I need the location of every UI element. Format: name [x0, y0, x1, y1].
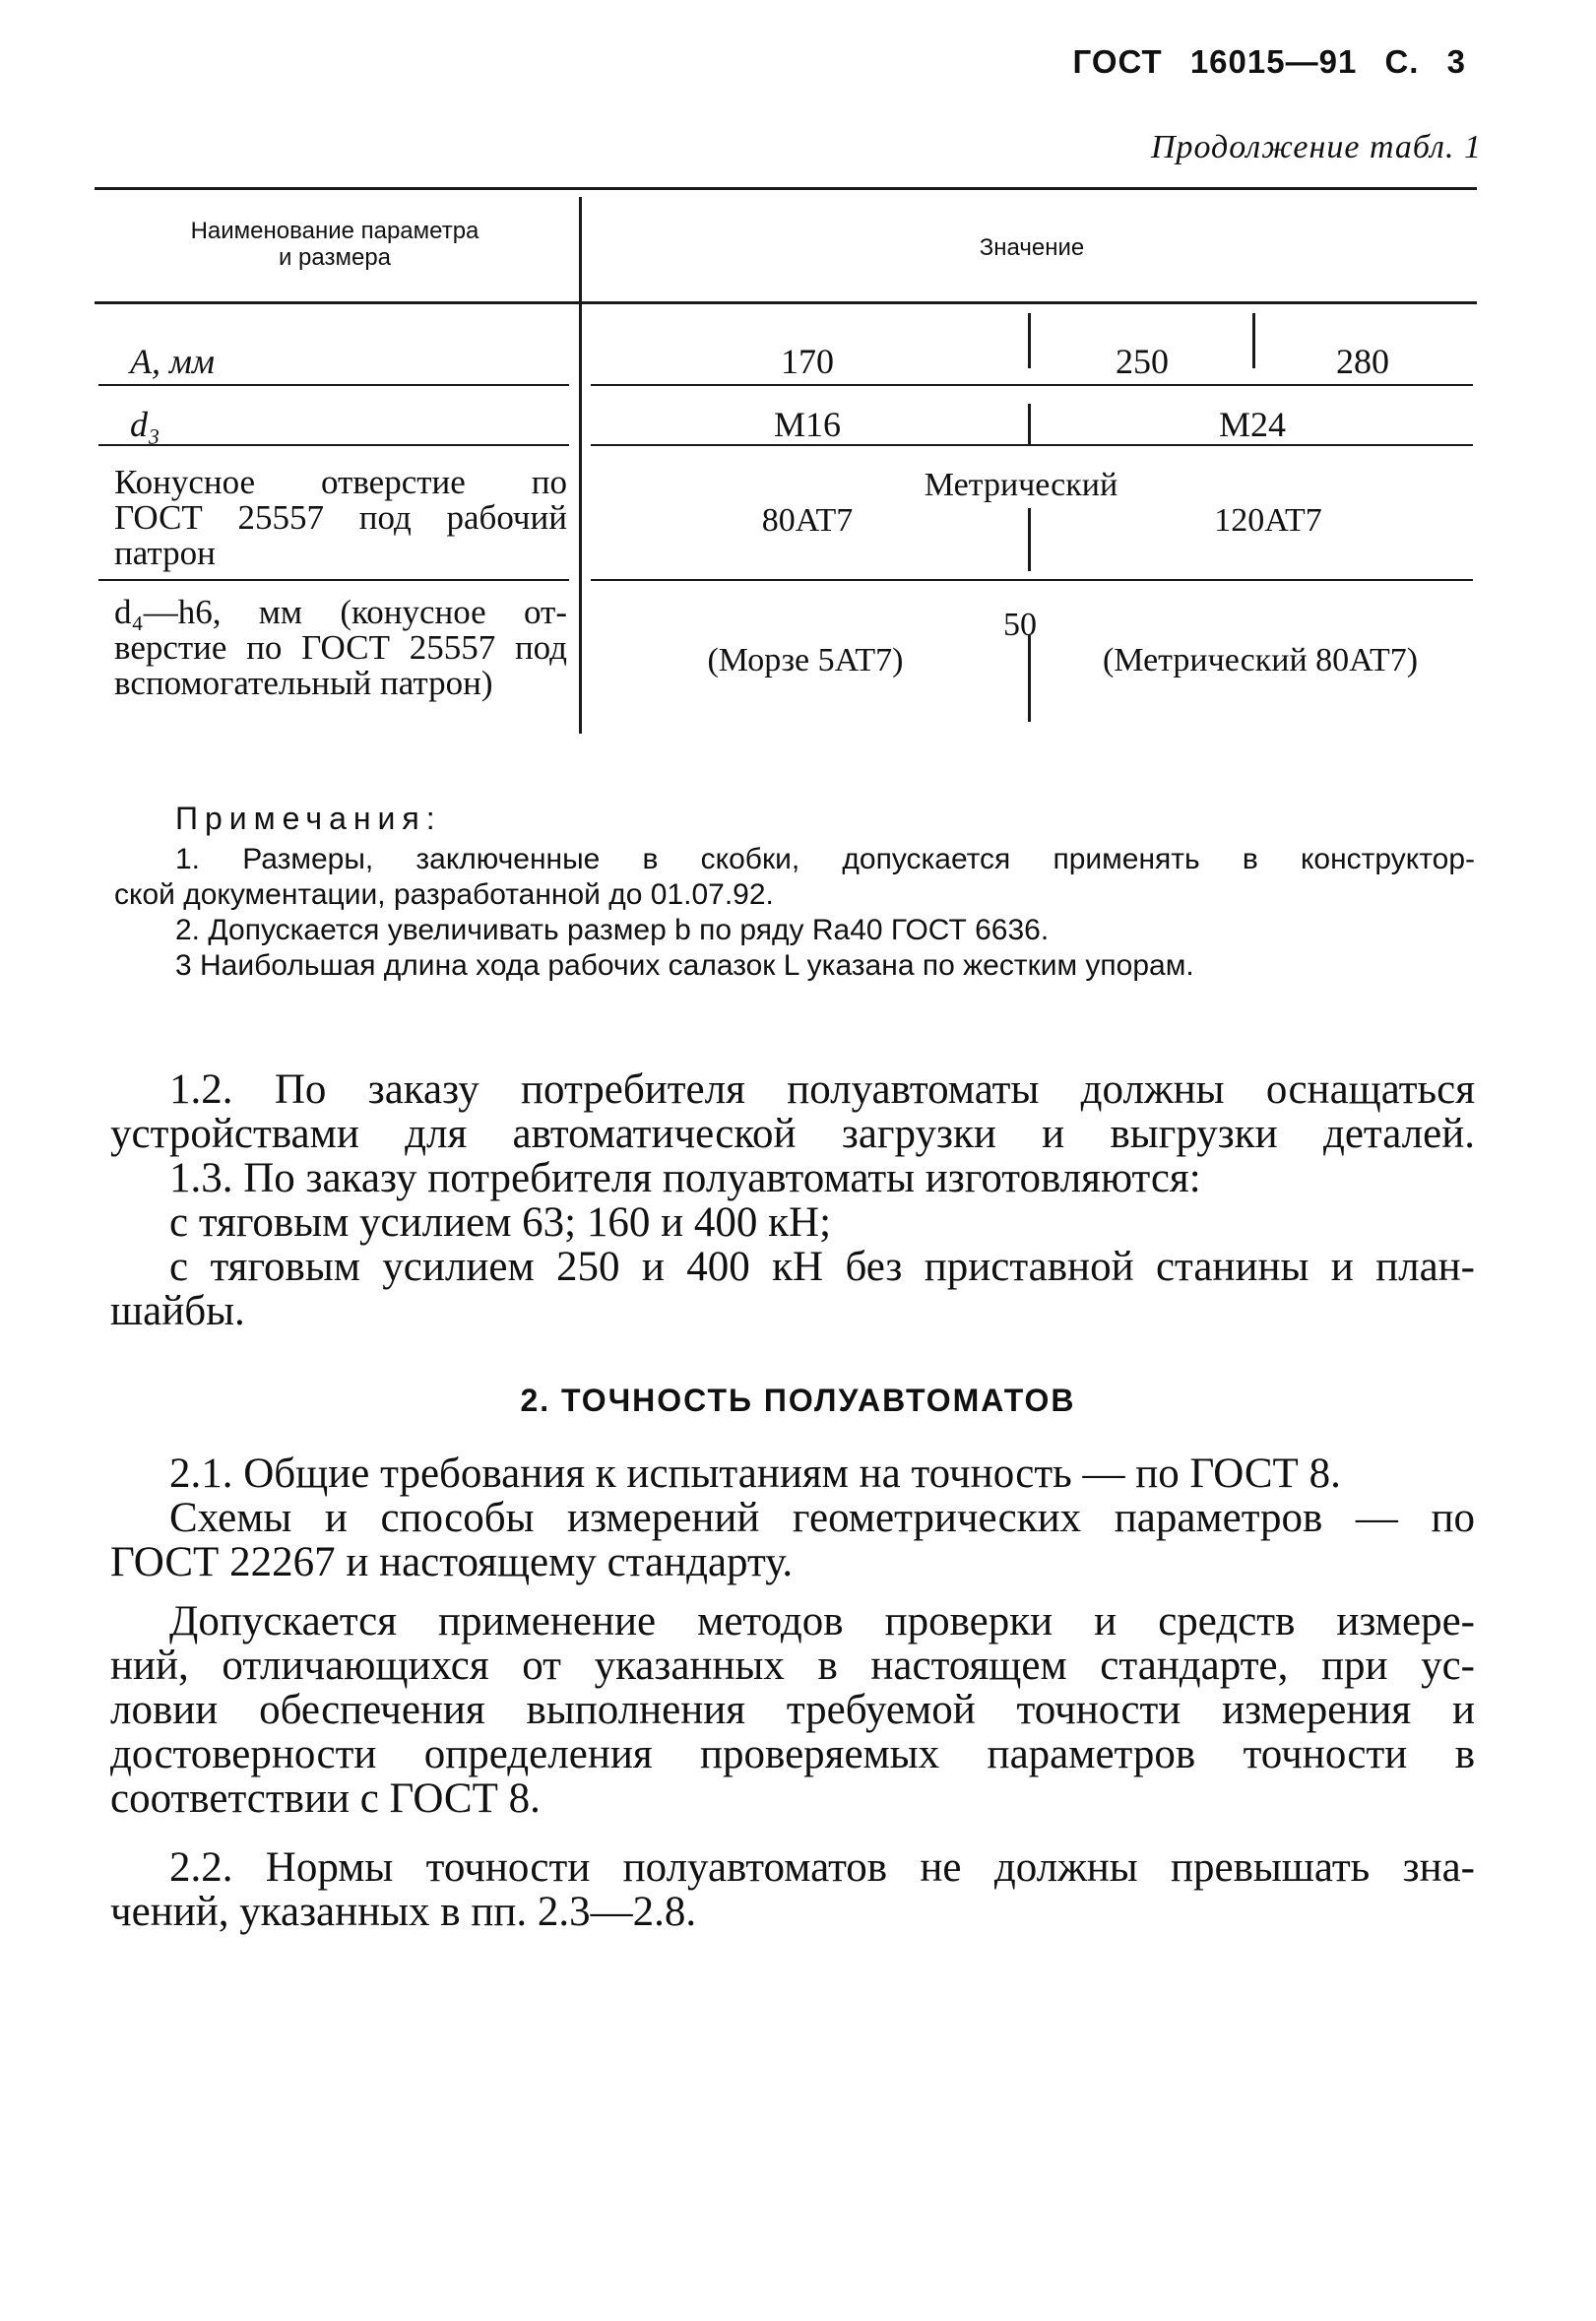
note-1: [175, 843, 1475, 876]
row-d4-label-line: вспомогательный патрон): [114, 664, 493, 702]
paragraph-line: устройствами для автоматической загрузки и выгрузки деталей.: [110, 1111, 1475, 1157]
paragraph-line: Схемы и способы измерений геометрических параметров — по: [169, 1495, 1475, 1541]
row-a-label: A, мм: [130, 342, 215, 381]
column-header-parameter: [98, 218, 571, 271]
table-head-rule: [95, 301, 1477, 304]
paragraph-1-2: [110, 1067, 1475, 1156]
row-a-value-280: 280: [1336, 342, 1389, 381]
row-d4-label-line: d₄—h6, мм (конусное от-: [114, 593, 567, 631]
row-cone-type: Метрический: [924, 467, 1118, 503]
row-cone-value-120at7: 120AT7: [1214, 502, 1322, 539]
paragraph-line: с тяговым усилием 250 и 400 кН без приставной станины и план-: [169, 1244, 1475, 1290]
paragraph-line: чений, указанных в пп. 2.3—2.8.: [110, 1889, 697, 1935]
page-number: С. 3: [1384, 43, 1466, 80]
row-rule: [591, 444, 1473, 446]
paragraph-line: соответствии с ГОСТ 8.: [110, 1775, 541, 1822]
row-d3-value-m24: M24: [1218, 405, 1287, 444]
row-rule: [591, 384, 1473, 386]
standard-number: ГОСТ 16015—91: [1072, 43, 1358, 80]
row-cone-label-line: Конусное отверстие по: [114, 463, 567, 501]
row-d4-label-line: верстие по ГОСТ 25557 под: [114, 628, 567, 667]
paragraph-2-2: [110, 1845, 1475, 1934]
row-cone-value-80at7: 80AT7: [761, 502, 854, 539]
paragraph-1-3: [110, 1156, 1475, 1333]
paragraph-line: шайбы.: [110, 1288, 245, 1334]
col-rule: [1028, 508, 1031, 571]
row-rule: [98, 384, 569, 386]
table-divider: [579, 197, 582, 734]
paragraph-line: 1.2. По заказу потребителя полуавтоматы должны оснащаться: [169, 1066, 1475, 1113]
paragraph-line: 2.1. Общие требования к испытаниям на точность — по ГОСТ 8.: [169, 1451, 1341, 1497]
row-cone-label-line: ГОСТ 25557 под рабочий: [114, 498, 567, 537]
row-d4-value-morse: (Морзе 5AT7): [707, 642, 904, 678]
row-rule: [98, 444, 569, 446]
paragraph-2-1: [110, 1451, 1475, 1584]
paragraph-line: 1.3. По заказу потребителя полуавтоматы изготовляются:: [169, 1155, 1201, 1201]
paragraph-line: с тяговым усилием 63; 160 и 400 кН;: [169, 1199, 832, 1246]
row-d4-value-50: 50: [1003, 607, 1037, 643]
row-a-value-170: 170: [781, 342, 834, 381]
section-title: 2. ТОЧНОСТЬ ПОЛУАВТОМАТОВ: [520, 1383, 1076, 1418]
paragraph-line: ний, отличающихся от указанных в настоящем стандарте, при ус-: [110, 1643, 1475, 1689]
paragraph-line: достоверности определения проверяемых параметров точности в: [110, 1731, 1475, 1777]
col-rule: [1028, 404, 1031, 445]
paragraph-line: ГОСТ 22267 и настоящему стандарту.: [110, 1539, 794, 1585]
note-1-line: 1. Размеры, заключенные в скобки, допускается применять в конструктор-: [175, 843, 1475, 875]
note-1-continuation: ской документации, разработанной до 01.07.92.: [114, 878, 774, 911]
row-a-value-250: 250: [1116, 342, 1169, 381]
table-continuation: Продолжение табл. 1: [1150, 129, 1482, 165]
paragraph-line: 2.2. Нормы точности полуавтоматов не должны превышать зна-: [169, 1844, 1475, 1891]
table-top-rule: [95, 187, 1477, 190]
col-rule: [1028, 635, 1031, 722]
row-d3-value-m16: M16: [773, 405, 842, 444]
row-rule: [98, 579, 569, 581]
row-d3-label: d₃: [130, 405, 160, 444]
row-d4-label: [114, 595, 567, 701]
paragraph-allow: [110, 1599, 1475, 1821]
col-rule: [1028, 313, 1031, 368]
row-cone-label: [114, 465, 567, 571]
paragraph-line: Допускается применение методов проверки и средств измере-: [169, 1598, 1475, 1644]
column-header-parameter-line: Наименование параметра: [190, 218, 479, 244]
row-cone-label-line: патрон: [114, 534, 216, 572]
page-header: [1073, 43, 1466, 81]
note-2: 2. Допускается увеличивать размер b по ряду Ra40 ГОСТ 6636.: [175, 914, 1050, 946]
col-rule: [1252, 313, 1255, 368]
paragraph-line: ловии обеспечения выполнения требуемой точности измерения и: [110, 1687, 1475, 1733]
row-d4-value-metric: (Метрический 80AT7): [1102, 642, 1419, 678]
notes-title: Примечания:: [175, 801, 442, 836]
note-3: 3 Наибольшая длина хода рабочих салазок L указана по жестким упорам.: [175, 949, 1194, 982]
column-header-parameter-line: и размера: [278, 244, 392, 271]
column-header-value: Значение: [979, 234, 1085, 261]
row-rule: [591, 579, 1473, 581]
